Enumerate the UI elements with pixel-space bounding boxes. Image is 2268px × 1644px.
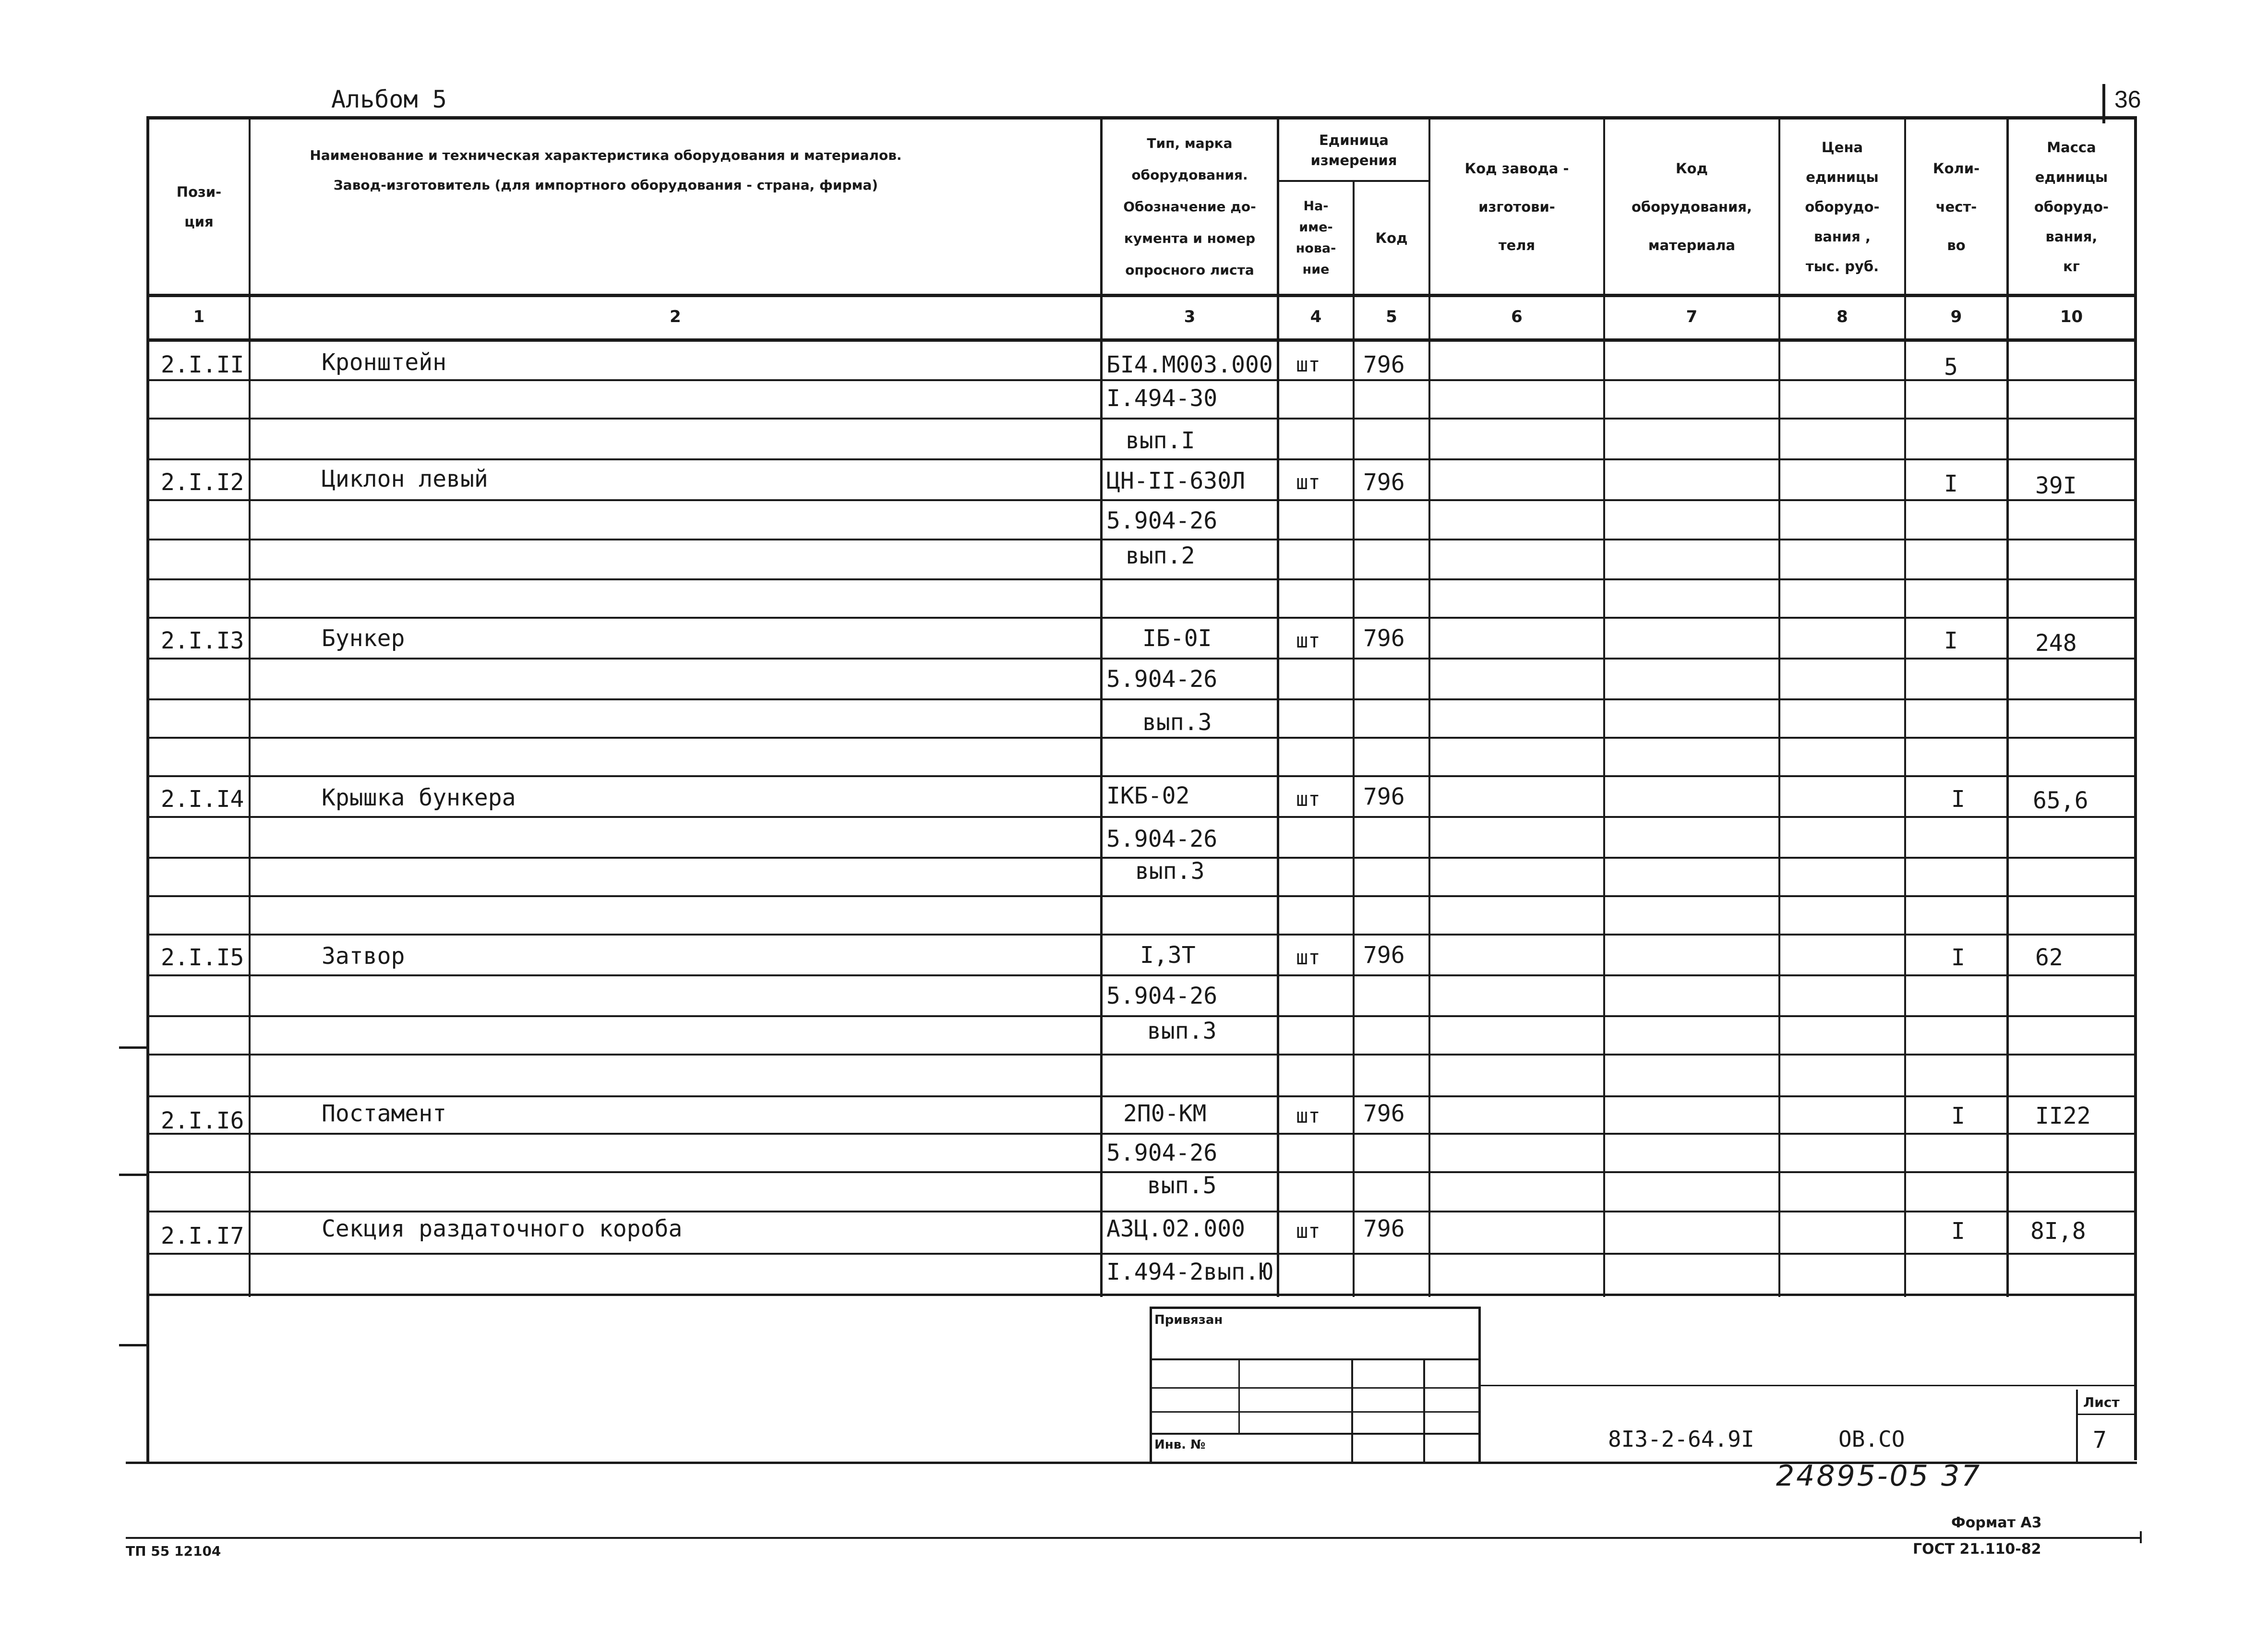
type-cell: БI4.М003.000 [1106,351,1273,378]
name-cell: Секция раздаточного короба [322,1215,683,1242]
mass-cell: II22 [2035,1103,2091,1129]
type-cell: вып.I [1126,427,1195,454]
inventory-label: Инв. № [1154,1438,1206,1452]
unit-code-cell: 796 [1363,469,1405,496]
type-cell: I.494-2вып.Ю [1106,1259,1273,1285]
header-equipment-code: Код оборудования, материала [1631,160,1752,253]
position-cell: 2.I.I5 [161,944,244,971]
name-cell: Крышка бункера [322,784,516,811]
mass-cell: 248 [2035,630,2077,657]
type-cell: IКБ-02 [1106,782,1190,809]
type-cell: IБ-0I [1142,625,1212,652]
unit-cell: шт [1296,470,1320,494]
position-cell: 2.I.I3 [161,627,244,654]
quantity-cell: I [1944,627,1958,654]
privyazan-label: Привязан [1154,1313,1223,1327]
header-unit-code: Код [1375,229,1408,246]
sheet-label: Лист [2083,1394,2120,1410]
column-number: 8 [1836,307,1848,326]
type-cell: вып.3 [1142,709,1212,736]
unit-code-cell: 796 [1363,625,1405,652]
type-cell: вып.3 [1135,858,1205,885]
document-suffix: ОВ.СО [1838,1426,1905,1452]
mass-cell: 62 [2035,944,2063,971]
gost-label: ГОСТ 21.110-82 [1913,1541,2041,1558]
type-cell: ЦН-II-630Л [1106,468,1245,494]
type-cell: I,3Т [1140,942,1196,969]
quantity-cell: I [1951,944,1965,971]
header-unit-group: Единица измерения [1310,132,1397,168]
name-cell: Циклон левый [322,466,488,492]
mass-cell: 65,6 [2033,787,2088,814]
unit-cell: шт [1296,353,1320,376]
column-number: 7 [1686,307,1698,326]
quantity-cell: I [1944,470,1958,497]
position-cell: 2.I.I7 [161,1223,244,1249]
column-number: 5 [1386,307,1397,326]
header-type: Тип, марка оборудования. Обозначение до- кумента и номер опросного листа [1123,135,1256,278]
unit-cell: шт [1296,946,1320,969]
type-cell: 5.904-26 [1106,983,1218,1009]
name-cell: Затвор [322,943,405,970]
header-factory-code: Код завода - изготови- теля [1464,160,1569,253]
unit-code-cell: 796 [1363,942,1405,969]
type-cell: вып.3 [1147,1018,1217,1044]
quantity-cell: I [1951,1218,1965,1245]
mass-cell: 39I [2035,472,2077,499]
handwritten-number: 24895-05 37 [1776,1459,1982,1493]
header-unit-name: На- име- нова- ние [1296,198,1336,277]
column-number: 9 [1950,307,1962,326]
position-cell: 2.I.II [161,351,244,378]
mass-cell: 8I,8 [2030,1218,2086,1245]
tp-label: ТП 55 12104 [126,1543,221,1559]
position-cell: 2.I.I4 [161,786,244,813]
sheet-number: 7 [2093,1427,2107,1453]
name-cell: Кронштейн [322,349,447,376]
column-number: 10 [2060,307,2083,326]
type-cell: 5.904-26 [1106,666,1218,693]
header-quantity: Коли- чест- во [1932,160,1980,253]
column-number: 1 [193,307,205,326]
column-number: 2 [670,307,681,326]
type-cell: 2П0-КМ [1123,1100,1207,1127]
column-number: 3 [1184,307,1196,326]
column-number: 4 [1310,307,1322,326]
page-number: 36 [2114,86,2141,113]
type-cell: АЗЦ.02.000 [1106,1215,1245,1242]
position-cell: 2.I.I6 [161,1107,244,1134]
unit-code-cell: 796 [1363,783,1405,810]
unit-cell: шт [1296,1219,1320,1243]
unit-code-cell: 796 [1363,1100,1405,1127]
type-cell: 5.904-26 [1106,507,1218,534]
unit-cell: шт [1296,629,1320,652]
name-cell: Бункер [322,625,405,652]
quantity-cell: I [1951,786,1965,813]
position-cell: 2.I.I2 [161,469,244,496]
quantity-cell: 5 [1944,354,1958,381]
unit-code-cell: 796 [1363,351,1405,378]
header-name: Наименование и техническая характеристика оборудования и материалов. Завод-изготовитель (для импортного оборудования - страна, фирма) [310,147,902,193]
type-cell: 5.904-26 [1106,826,1218,852]
format-label: Формат А3 [1951,1514,2042,1531]
type-cell: 5.904-26 [1106,1140,1218,1166]
type-cell: вып.5 [1147,1172,1217,1199]
unit-cell: шт [1296,1104,1320,1128]
unit-cell: шт [1296,787,1320,811]
header-price: Цена единицы оборудо- вания , тыс. руб. [1805,139,1880,275]
unit-code-cell: 796 [1363,1215,1405,1242]
type-cell: вып.2 [1126,542,1195,569]
column-number: 6 [1511,307,1523,326]
header-position: Пози- ция [176,184,222,230]
quantity-cell: I [1951,1103,1965,1129]
document-code: 8I3-2-64.9I [1608,1426,1754,1452]
type-cell: I.494-30 [1106,385,1218,412]
album-label: Альбом 5 [331,85,447,113]
header-mass: Масса единицы оборудо- вания, кг [2034,139,2109,275]
name-cell: Постамент [322,1100,447,1127]
